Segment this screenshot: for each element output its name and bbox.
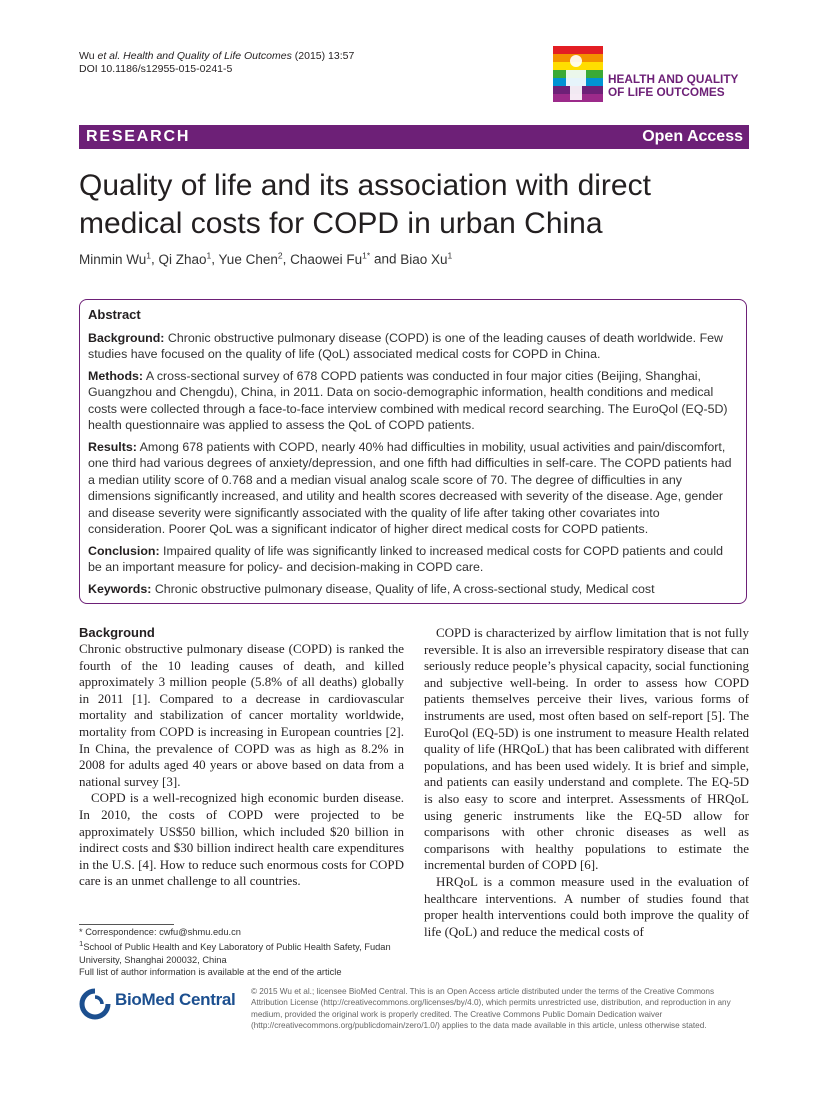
body-paragraph: Chronic obstructive pulmonary disease (COPD) is ranked the fourth of the 10 leading causes of death, and killed approximately 3 million people (5.8% of all deaths) globally in 2011 [1]. Compared to a decrease in cardiovascular mortality and stabilization of cancer mortality worldwide, mortality from COPD is increasing in European countries [2]. In China, the prevalence of COPD was as high as 8.2% in 2008 for adults aged 40 years or above based on data from a national survey [3]. bbox=[79, 641, 404, 789]
footnote-divider bbox=[79, 924, 174, 925]
affiliation bbox=[79, 938, 409, 966]
author-separator: , bbox=[282, 251, 291, 267]
author-name[interactable]: Qi Zhao$^1$ bbox=[158, 250, 212, 267]
author-separator: and bbox=[370, 251, 401, 267]
body-paragraph: COPD is characterized by airflow limitation that is not fully reversible. It is also an irreversible respiratory disease that can seriously reduce people’s physical capacity, social functioning and subjective well-being. In order to assess how COPD patients themselves perceive their lives, various forms of instruments are used, most often based on self-report [5]. The EuroQol (EQ-5D) is one instrument to measure Health related quality of life (HRQoL) that has been calibrated with different populations, and has been used widely. It is brief and simple, and patients can easily understand and complete. The EQ-5D is also easy to score and interpret. Assessments of HRQoL using generic instruments like the EQ-5D allow for comparisons with other chronic diseases as well as comparisons with healthy populations to estimate the incremental burden of COPD [6]. bbox=[424, 625, 749, 873]
abstract-keywords bbox=[88, 581, 736, 598]
abstract-results bbox=[88, 439, 736, 538]
license-statement: © 2015 Wu et al.; licensee BioMed Central. This is an Open Access article distributed under the terms of the Creative Commons Attribution License (http://creativecommons.org/licenses/by/4.0), which permits unrestricted use, distribution, and reproduction in any medium, provided the original work is properly credited. The Creative Commons Public Domain Dedication waiver (http://creativecommons.org/publicdomain/zero/1.0/) applies to the data made available in this article, unless otherwise stated. bbox=[251, 987, 731, 1031]
abstract-keywords-text: Chronic obstructive pulmonary disease, Quality of life, A cross-sectional study, Medical cost bbox=[154, 581, 655, 596]
journal-logo-text bbox=[608, 73, 738, 99]
person-silhouette-icon bbox=[561, 52, 591, 100]
article-title: Quality of life and its association with direct medical costs for COPD in urban China bbox=[79, 169, 651, 240]
abstract-background bbox=[88, 330, 736, 363]
body-paragraph: COPD is a well-recognized high economic burden disease. In 2010, the costs of COPD were projected to be approximately US$50 billion, which included $20 billion in indirect costs and $30 billion indirect health care expenditures in the U.S. [4]. How to reduce such enormous costs for COPD care is an unmet challenge to all countries. bbox=[79, 790, 404, 889]
author-affiliation-marker: 1 bbox=[447, 250, 453, 260]
citation-volume: (2015) 13:57 bbox=[294, 50, 355, 62]
section-heading-background: Background bbox=[79, 625, 155, 640]
author-name[interactable]: Chaowei $Fu^{1*}$ bbox=[290, 250, 371, 267]
body-paragraph: HRQoL is a common measure used in the evaluation of healthcare interventions. A number of studies found that proper health interventions could both improve the quality of life (QoL) and reduce the medical costs of bbox=[424, 873, 749, 939]
body-column-right bbox=[424, 625, 749, 940]
abstract-keywords-label: Keywords: bbox=[88, 581, 152, 596]
author-separator: , bbox=[211, 251, 219, 267]
biomed-central-swirl-icon bbox=[79, 988, 111, 1020]
abstract-methods-text: A cross-sectional survey of 678 COPD patients was conducted in four major cities (Beijing, Shanghai, Guangzhou and Chengdu), China, in 2011. Data on socio-demographic information, health conditions and medical costs were collected through a face-to-face interview combined with medical record searching. The EuroQol (EQ-5D) health questionnaire was applied to assess the QoL of COPD patients. bbox=[88, 368, 728, 432]
author-name[interactable]: Minmin Wu$^1$ bbox=[79, 250, 151, 267]
open-access-label[interactable]: Open Access bbox=[642, 128, 743, 145]
body-column-left bbox=[79, 625, 404, 890]
publisher-logo[interactable] bbox=[79, 986, 239, 1022]
abstract-methods-label: Methods: bbox=[88, 368, 144, 383]
author-list bbox=[79, 250, 452, 267]
citation-etal: et al. bbox=[97, 50, 121, 62]
citation-journal: Health and Quality of Life Outcomes bbox=[123, 50, 292, 62]
journal-logo[interactable] bbox=[553, 46, 753, 102]
citation-line bbox=[79, 50, 354, 63]
abstract-conclusion-label: Conclusion: bbox=[88, 543, 160, 558]
doi[interactable]: DOI 10.1186/s12955-015-0241-5 bbox=[79, 63, 233, 75]
author-affiliation-marker: 1 bbox=[146, 250, 151, 260]
abstract-results-text: Among 678 patients with COPD, nearly 40% had difficulties in mobility, usual activities and pain/discomfort, one third had various degrees of anxiety/depression, and one fifth had difficulties in self-care. The COPD patients had a median utility score of 0.768 and a median visual analog scale score of 70. The degree of difficulties in any dimensions significantly increased, and utility and health scores decreased with severity of the disease. Age, gender and disease severity were significantly associated with the quality of life after taking other covariates into consideration. Poorer QoL was a significant indicator of higher direct medical costs for COPD patients. bbox=[88, 439, 732, 536]
footnotes bbox=[79, 926, 409, 978]
author-name[interactable]: Yue Chen$^2$ bbox=[218, 250, 283, 267]
author-separator: , bbox=[151, 251, 159, 267]
citation-authors: Wu bbox=[79, 50, 95, 62]
abstract-box bbox=[79, 299, 747, 604]
journal-logo-line1: HEALTH AND QUALITY bbox=[608, 72, 739, 86]
citation-header bbox=[79, 50, 354, 76]
author-affiliation-marker: 1 bbox=[206, 250, 212, 260]
abstract-conclusion bbox=[88, 543, 736, 576]
author-affiliation-marker: 1* bbox=[362, 250, 371, 260]
abstract-results-label: Results: bbox=[88, 439, 137, 454]
abstract-methods bbox=[88, 368, 736, 434]
abstract-heading: Abstract bbox=[88, 307, 141, 322]
article-type-label: RESEARCH bbox=[86, 128, 191, 145]
article-type-banner bbox=[79, 125, 749, 149]
author-name[interactable]: Biao Xu$^1$ bbox=[400, 250, 453, 267]
abstract-background-text: Chronic obstructive pulmonary disease (COPD) is one of the leading causes of death worldwide. Few studies have focused on the quality of life (QoL) associated medical costs for COPD in China. bbox=[88, 330, 723, 361]
affiliation-text: School of Public Health and Key Laboratory of Public Health Safety, Fudan University, Shanghai 200032, China bbox=[79, 942, 391, 965]
journal-logo-line2: OF LIFE OUTCOMES bbox=[608, 85, 725, 99]
abstract-conclusion-text: Impaired quality of life was significantly linked to increased medical costs for COPD patients and could be an important measure for policy- and decision-making in COPD care. bbox=[88, 543, 723, 574]
publisher-name: BioMed Central bbox=[115, 990, 236, 1009]
author-info-note: Full list of author information is available at the end of the article bbox=[79, 966, 342, 977]
affiliation-marker: 1 bbox=[79, 939, 84, 949]
author-affiliation-marker: 2 bbox=[277, 250, 283, 260]
abstract-background-label: Background: bbox=[88, 330, 165, 345]
correspondence-email[interactable]: * Correspondence: cwfu@shmu.edu.cn bbox=[79, 927, 241, 937]
